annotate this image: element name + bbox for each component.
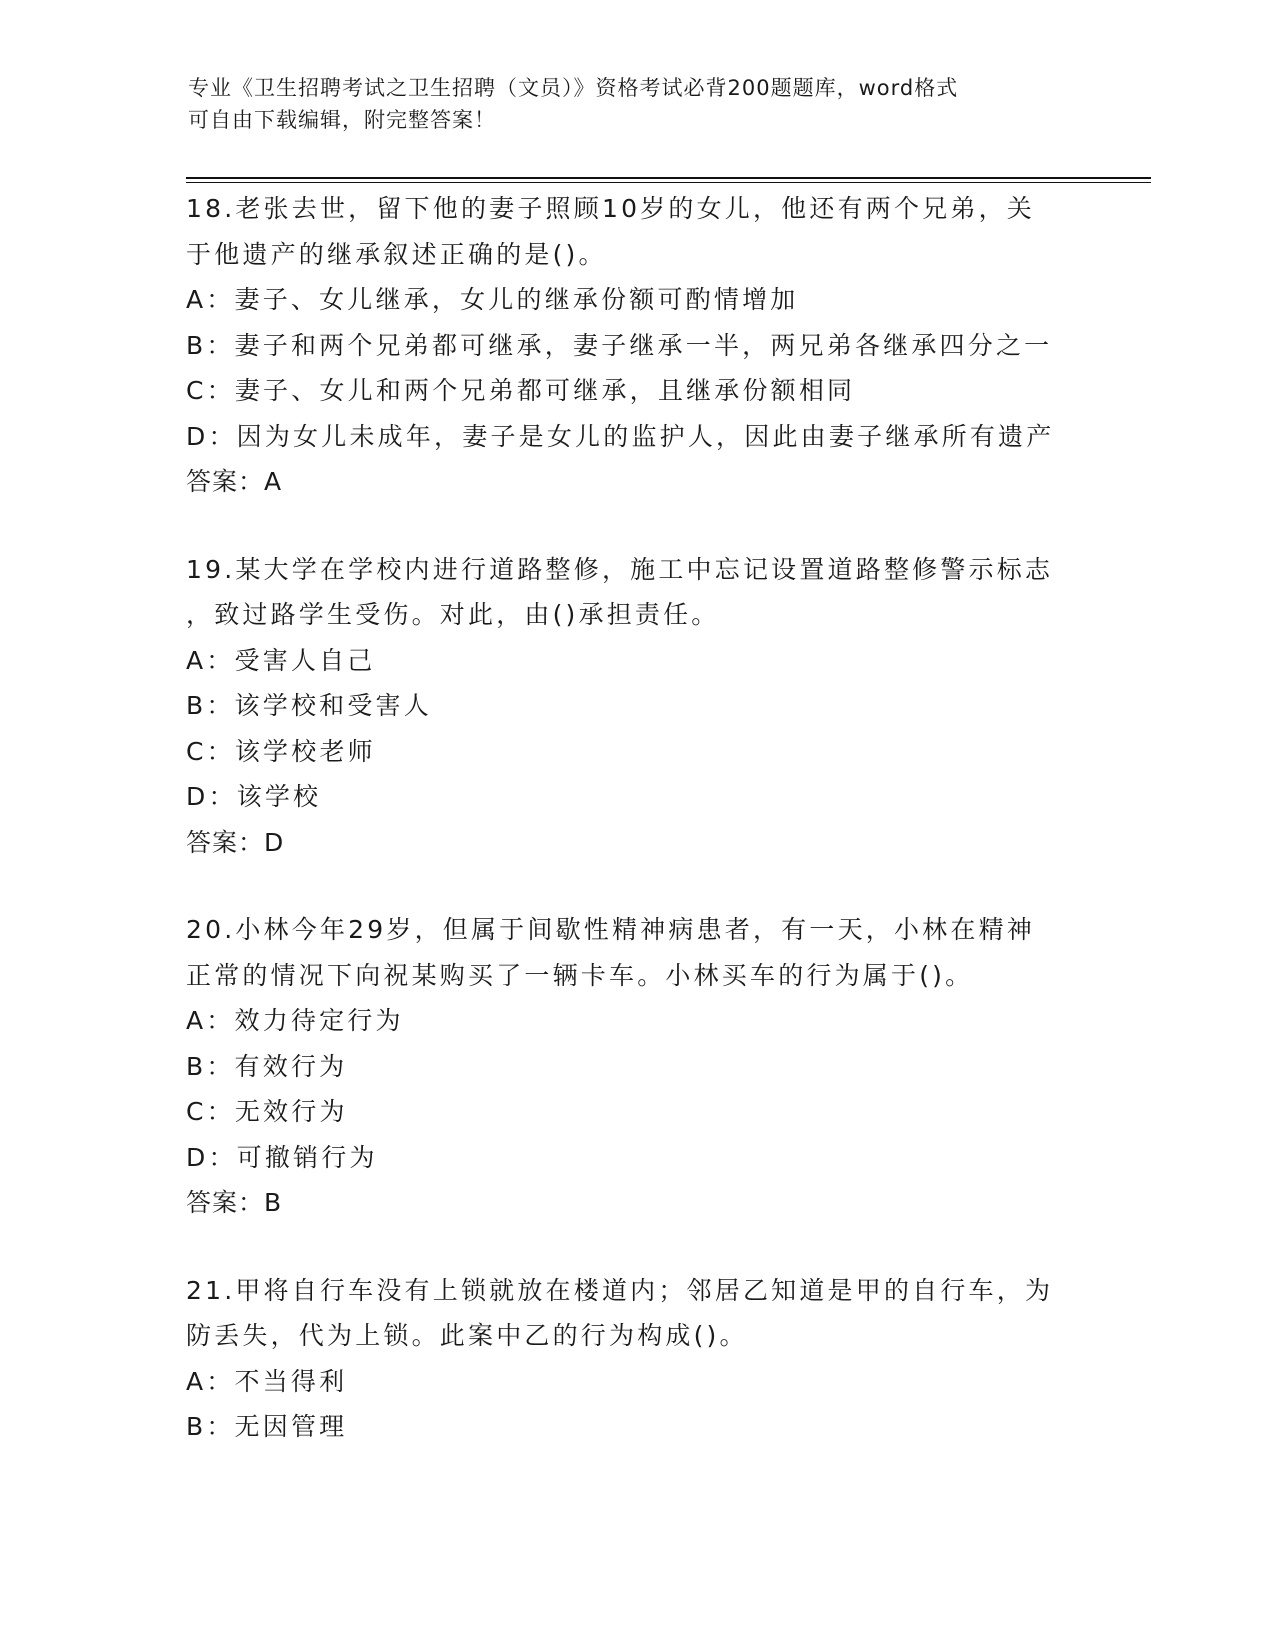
option-c: C：无效行为 [186,1097,348,1126]
option-a: A：妻子、女儿继承，女儿的继承份额可酌情增加 [186,285,799,314]
option-b: B：该学校和受害人 [186,691,432,720]
option-d: D：该学校 [186,782,322,811]
question-stem-line: 19.某大学在学校内进行道路整修，施工中忘记设置道路整修警示标志 [186,554,1054,584]
option-b: B：无因管理 [186,1412,348,1441]
question-stem-line: 21.甲将自行车没有上锁就放在楼道内；邻居乙知道是甲的自行车，为 [186,1275,1054,1305]
option-d: D：因为女儿未成年，妻子是女儿的监护人，因此由妻子继承所有遗产 [186,421,1055,451]
option-b: B：妻子和两个兄弟都可继承，妻子继承一半，两兄弟各继承四分之一 [186,330,1053,360]
question-stem-line: 于他遗产的继承叙述正确的是()。 [186,239,607,269]
question-18 [186,186,1086,505]
answer-line [186,820,1086,866]
option-a: A：不当得利 [186,1366,348,1396]
answer-value: B [264,1188,283,1217]
option-c: C：该学校老师 [186,736,376,766]
header-divider-thin [186,182,1151,183]
option-c: C：妻子、女儿和两个兄弟都可继承，且继承份额相同 [186,376,856,405]
question-stem-line: ，致过路学生受伤。对此，由()承担责任。 [186,600,720,629]
header-divider-thick [186,177,1151,179]
answer-line [186,459,1086,505]
question-list [186,186,1086,1492]
question-21 [186,1268,1086,1450]
option-a: A：效力待定行为 [186,1006,404,1035]
question-19 [186,547,1086,866]
question-20 [186,907,1086,1226]
question-stem-line: 防丢失，代为上锁。此案中乙的行为构成()。 [186,1321,748,1350]
answer-value: A [264,467,283,496]
option-b: B：有效行为 [186,1051,348,1081]
answer-label: 答案： [186,827,265,857]
header-title-line-1: 专业《卫生招聘考试之卫生招聘（文员）》资格考试必背200题题库，word格式 [188,76,959,100]
answer-label: 答案： [186,467,265,496]
answer-line [186,1180,1086,1226]
question-stem-line: 18.老张去世，留下他的妻子照顾10岁的女儿，他还有两个兄弟，关 [186,194,1035,223]
answer-value: D [264,827,285,857]
header-title-line-2: 可自由下载编辑，附完整答案！ [188,108,496,132]
document-header [188,72,1068,136]
question-stem-line: 20.小林今年29岁，但属于间歇性精神病患者，有一天，小林在精神 [186,915,1035,944]
answer-label: 答案： [186,1188,265,1217]
option-a: A：受害人自己 [186,645,376,675]
option-d: D：可撤销行为 [186,1142,378,1172]
question-stem-line: 正常的情况下向祝某购买了一辆卡车。小林买车的行为属于()。 [186,960,974,990]
